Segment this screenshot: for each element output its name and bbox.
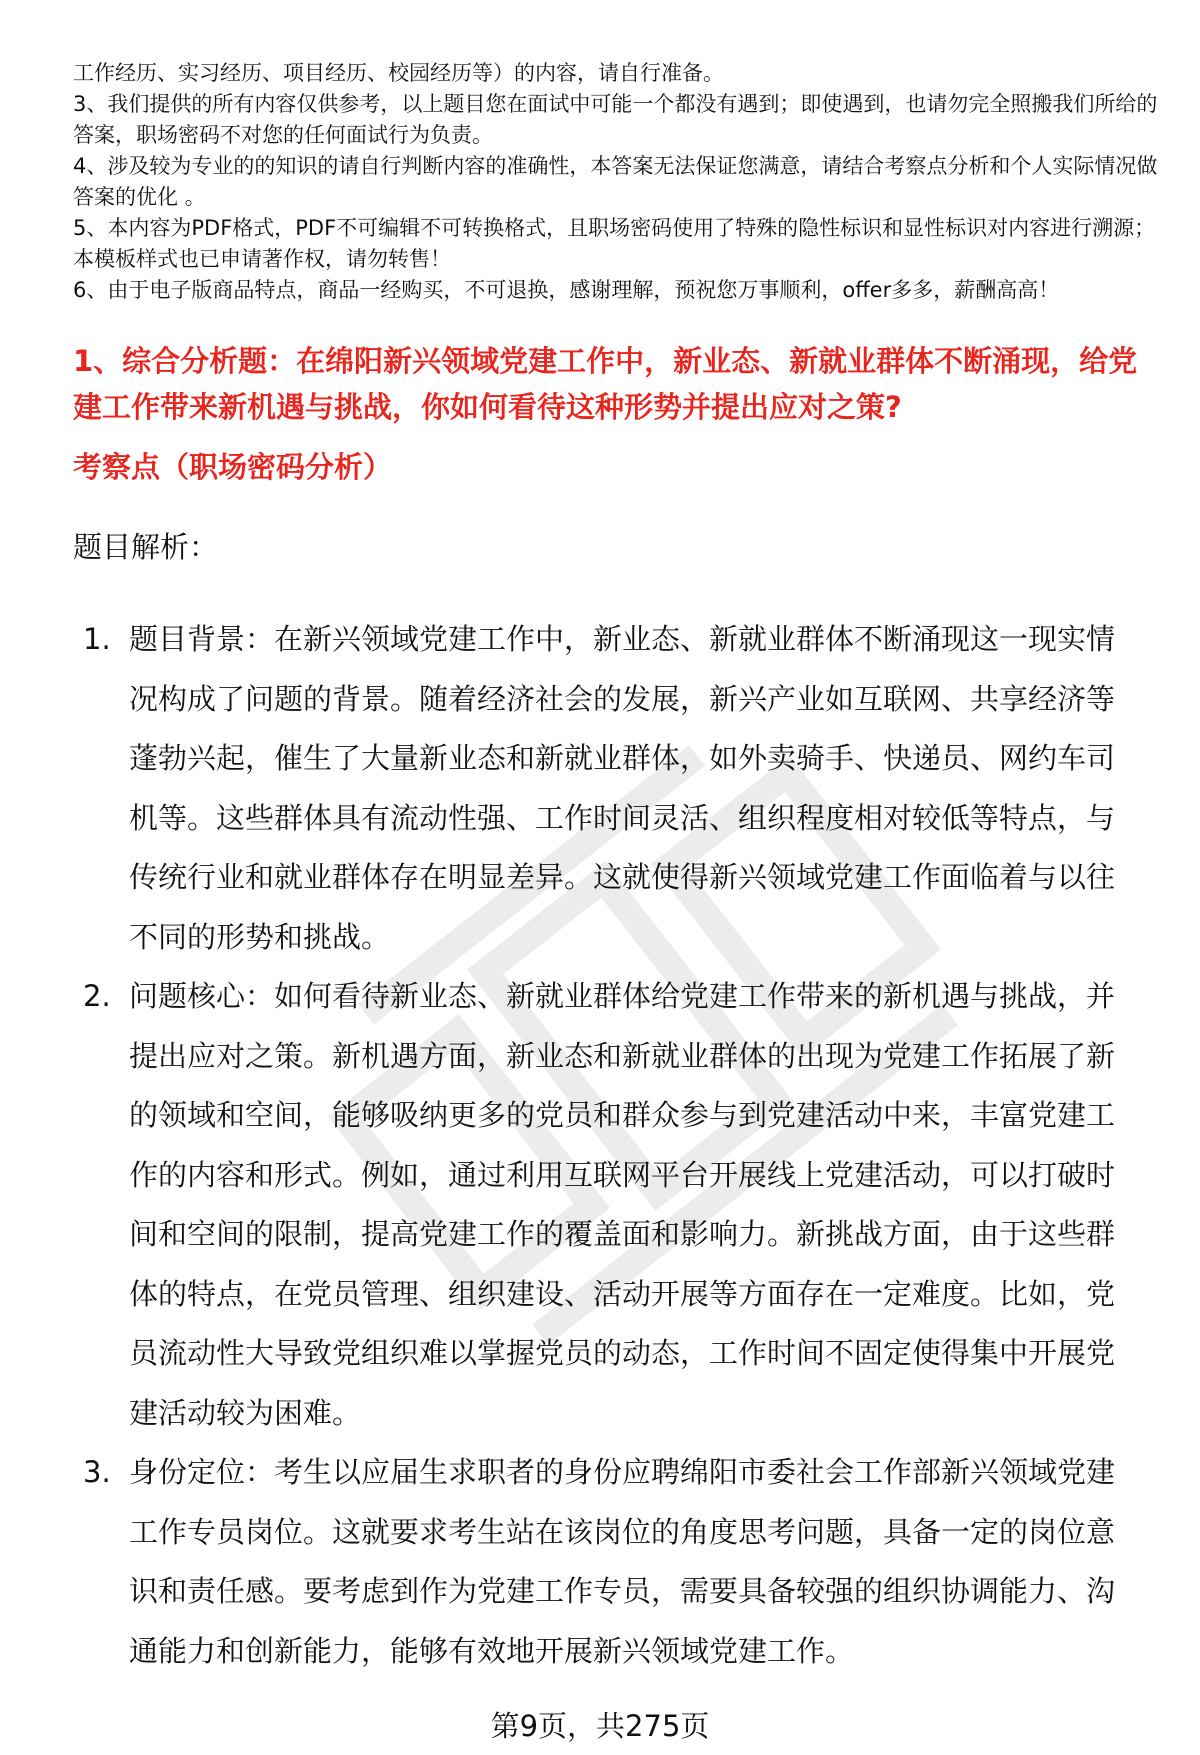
analysis-list [73,610,1143,1681]
note-line: 4、涉及较为专业的的知识的请自行判断内容的准确性，本答案无法保证您满意，请结合考察点分析和个人实际情况做答案的优化 。 [73,154,1158,209]
note-line: 3、我们提供的所有内容仅供参考，以上题目您在面试中可能一个都没有遇到；即使遇到，也请勿完全照搬我们所给的答案，职场密码不对您的任何面试行为负责。 [73,92,1158,147]
analysis-item [73,1443,1143,1681]
kaocha-heading: 考察点（职场密码分析） [73,450,393,484]
analysis-item [73,967,1143,1443]
note-line: 5、本内容为PDF格式，PDF不可编辑不可转换格式，且职场密码使用了特殊的隐性标识和显性标识对内容进行溯源；本模板样式也已申请著作权，请勿转售！ [73,216,1156,271]
item-number: 2. [83,979,111,1013]
note-line: 6、由于电子版商品特点，商品一经购买，不可退换，感谢理解，预祝您万事顺利，offer多多，薪酬高高！ [73,278,1060,302]
item-number: 3. [83,1455,111,1489]
analysis-item [73,610,1143,967]
item-text: 问题核心：如何看待新业态、新就业群体给党建工作带来的新机遇与挑战，并提出应对之策。新机遇方面，新业态和新就业群体的出现为党建工作拓展了新的领域和空间，能够吸纳更多的党员和群众参与到党建活动中来，丰富党建工作的内容和形式。例如，通过利用互联网平台开展线上党建活动，可以打破时间和空间的限制，提高党建工作的覆盖面和影响力。新挑战方面，由于这些群体的特点，在党员管理、组织建设、活动开展等方面存在一定难度。比如，党员流动性大导致党组织难以掌握党员的动态，工作时间不固定使得集中开展党建活动较为困难。 [129,979,1116,1430]
analysis-heading: 题目解析： [73,530,219,564]
item-text: 身份定位：考生以应届生求职者的身份应聘绵阳市委社会工作部新兴领域党建工作专员岗位。这就要求考生站在该岗位的角度思考问题，具备一定的岗位意识和责任感。要考虑到作为党建工作专员，需要具备较强的组织协调能力、沟通能力和创新能力，能够有效地开展新兴领域党建工作。 [129,1455,1116,1668]
question-heading: 1、综合分析题：在绵阳新兴领域党建工作中，新业态、新就业群体不断涌现，给党建工作带来新机遇与挑战，你如何看待这种形势并提出应对之策? [73,344,1138,424]
item-text: 题目背景：在新兴领域党建工作中，新业态、新就业群体不断涌现这一现实情况构成了问题的背景。随着经济社会的发展，新兴产业如互联网、共享经济等蓬勃兴起，催生了大量新业态和新就业群体，如外卖骑手、快递员、网约车司机等。这些群体具有流动性强、工作时间灵活、组织程度相对较低等特点，与传统行业和就业群体存在明显差异。这就使得新兴领域党建工作面临着与以往不同的形势和挑战。 [129,622,1116,954]
note-line: 工作经历、实习经历、项目经历、校园经历等）的内容，请自行准备。 [73,61,724,85]
item-number: 1. [83,622,111,656]
page-footer: 第9页，共275页 [490,1709,710,1743]
notes-section [73,58,1163,306]
